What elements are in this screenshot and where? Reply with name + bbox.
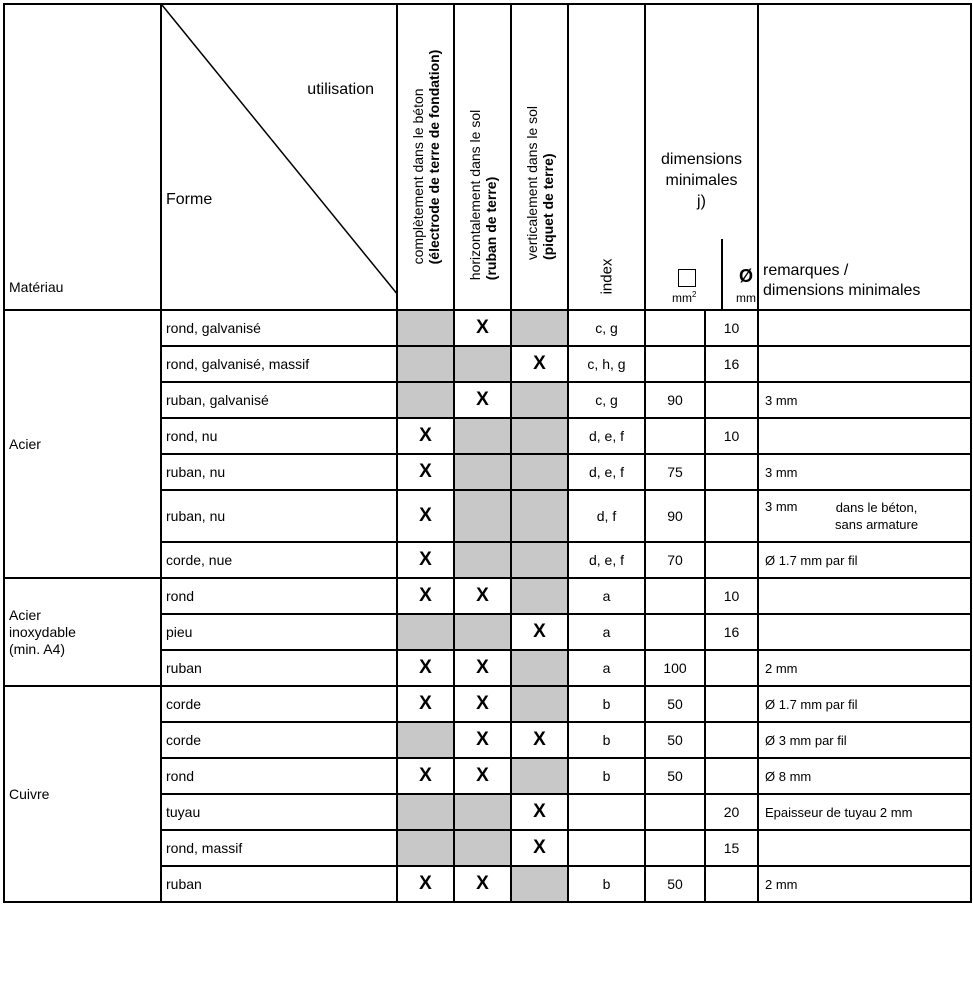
- cell-beton: X: [397, 866, 454, 902]
- cell-forme: tuyau: [161, 794, 397, 830]
- cell-horiz: X: [454, 866, 511, 902]
- cell-index: d, e, f: [568, 542, 645, 578]
- cell-horiz: [454, 830, 511, 866]
- cell-area: 50: [645, 758, 705, 794]
- cell-forme: pieu: [161, 614, 397, 650]
- header-vert-line1: verticalement dans le sol: [523, 105, 540, 261]
- table-body: [4, 310, 971, 902]
- cell-area: [645, 578, 705, 614]
- cell-diameter: [705, 382, 758, 418]
- cell-beton: X: [397, 490, 454, 542]
- cell-horiz: X: [454, 758, 511, 794]
- header-utilisation: utilisation: [307, 81, 374, 98]
- cell-area: [645, 418, 705, 454]
- cell-diameter: [705, 686, 758, 722]
- header-horiz-line2: (ruban de terre): [482, 176, 499, 281]
- cell-area: 100: [645, 650, 705, 686]
- cell-index: a: [568, 578, 645, 614]
- cell-diameter: 16: [705, 346, 758, 382]
- header-beton-line2: (électrode de terre de fondation): [425, 49, 442, 265]
- header-col-beton: [397, 4, 454, 310]
- cell-vert: [511, 542, 568, 578]
- cell-remarque: [758, 346, 971, 382]
- cell-forme: rond, galvanisé: [161, 310, 397, 346]
- cell-vert: [511, 686, 568, 722]
- cell-remarque: Epaisseur de tuyau 2 mm: [758, 794, 971, 830]
- cell-forme: corde: [161, 686, 397, 722]
- cell-diameter: 15: [705, 830, 758, 866]
- material-table-sheet: [3, 3, 972, 903]
- cell-diameter: [705, 758, 758, 794]
- cell-remarque: Ø 1.7 mm par fil: [758, 542, 971, 578]
- cell-remarque: [758, 578, 971, 614]
- cell-beton: [397, 614, 454, 650]
- cell-forme: ruban, nu: [161, 454, 397, 490]
- material-acier: Acier: [4, 310, 161, 578]
- cell-vert: X: [511, 794, 568, 830]
- square-section-icon: [678, 269, 696, 287]
- cell-index: b: [568, 866, 645, 902]
- cell-forme: ruban, nu: [161, 490, 397, 542]
- cell-remarque: [758, 490, 971, 542]
- cell-vert: [511, 866, 568, 902]
- header-dimensions-line1: dimensions: [661, 151, 742, 168]
- cell-horiz: X: [454, 686, 511, 722]
- cell-vert: [511, 650, 568, 686]
- header-index-label: index: [598, 258, 615, 295]
- cell-beton: X: [397, 454, 454, 490]
- header-remarques: remarques / dimensions minimales: [758, 4, 971, 310]
- cell-vert: [511, 454, 568, 490]
- cell-forme: corde: [161, 722, 397, 758]
- cell-beton: [397, 382, 454, 418]
- cell-area: 90: [645, 490, 705, 542]
- cell-index: d, e, f: [568, 454, 645, 490]
- earthing-material-table: [3, 3, 972, 903]
- cell-vert: [511, 418, 568, 454]
- header-index: [568, 4, 645, 310]
- cell-remarque: Ø 3 mm par fil: [758, 722, 971, 758]
- cell-index: b: [568, 758, 645, 794]
- cell-area: [645, 794, 705, 830]
- cell-diameter: 16: [705, 614, 758, 650]
- remarque-thickness: 3 mm: [765, 499, 798, 514]
- header-materiau: Matériau: [4, 4, 161, 310]
- cell-remarque: 2 mm: [758, 650, 971, 686]
- cell-beton: X: [397, 418, 454, 454]
- cell-horiz: X: [454, 310, 511, 346]
- header-dimensions-note: j): [697, 193, 706, 210]
- cell-vert: [511, 310, 568, 346]
- cell-forme: rond: [161, 758, 397, 794]
- header-beton-line1: complètement dans le béton: [409, 88, 426, 265]
- diameter-icon: Ø: [739, 266, 754, 286]
- remarque-note-line1: dans le béton,: [835, 500, 918, 515]
- cell-vert: X: [511, 830, 568, 866]
- table-row: [4, 310, 971, 346]
- cell-forme: ruban: [161, 866, 397, 902]
- cell-beton: X: [397, 758, 454, 794]
- header-unit-mm: mm: [736, 291, 756, 305]
- cell-area: [645, 346, 705, 382]
- cell-remarque: [758, 310, 971, 346]
- cell-diameter: [705, 490, 758, 542]
- cell-horiz: [454, 614, 511, 650]
- cell-beton: [397, 794, 454, 830]
- cell-forme: ruban, galvanisé: [161, 382, 397, 418]
- cell-area: 70: [645, 542, 705, 578]
- cell-remarque: Ø 1.7 mm par fil: [758, 686, 971, 722]
- cell-beton: [397, 722, 454, 758]
- cell-remarque: 3 mm: [758, 382, 971, 418]
- cell-forme: ruban: [161, 650, 397, 686]
- header-forme: Forme: [166, 191, 213, 208]
- cell-diameter: 10: [705, 418, 758, 454]
- cell-index: c, g: [568, 310, 645, 346]
- cell-horiz: [454, 418, 511, 454]
- cell-horiz: X: [454, 722, 511, 758]
- cell-diameter: 20: [705, 794, 758, 830]
- header-col-horiz: [454, 4, 511, 310]
- cell-forme: corde, nue: [161, 542, 397, 578]
- cell-horiz: [454, 454, 511, 490]
- cell-beton: [397, 310, 454, 346]
- cell-remarque: [758, 614, 971, 650]
- cell-index: a: [568, 650, 645, 686]
- cell-remarque: 2 mm: [758, 866, 971, 902]
- cell-horiz: X: [454, 650, 511, 686]
- cell-horiz: [454, 346, 511, 382]
- cell-vert: [511, 578, 568, 614]
- cell-vert: X: [511, 614, 568, 650]
- cell-diameter: [705, 722, 758, 758]
- cell-forme: rond: [161, 578, 397, 614]
- cell-beton: X: [397, 686, 454, 722]
- cell-remarque: [758, 418, 971, 454]
- cell-remarque: 3 mm: [758, 454, 971, 490]
- cell-horiz: X: [454, 578, 511, 614]
- cell-area: 75: [645, 454, 705, 490]
- header-row: [4, 4, 971, 310]
- cell-horiz: X: [454, 382, 511, 418]
- cell-beton: [397, 346, 454, 382]
- cell-index: b: [568, 686, 645, 722]
- material-cuivre: Cuivre: [4, 686, 161, 902]
- table-row: [4, 686, 971, 722]
- cell-beton: X: [397, 578, 454, 614]
- cell-vert: [511, 758, 568, 794]
- cell-diameter: [705, 866, 758, 902]
- cell-index: [568, 830, 645, 866]
- header-unit-mm2: $mm^2$: [672, 290, 697, 305]
- diagonal-divider: [162, 5, 398, 295]
- cell-index: b: [568, 722, 645, 758]
- cell-beton: X: [397, 650, 454, 686]
- table-row: [4, 578, 971, 614]
- cell-index: d, f: [568, 490, 645, 542]
- cell-beton: [397, 830, 454, 866]
- cell-remarque: Ø 8 mm: [758, 758, 971, 794]
- cell-index: c, h, g: [568, 346, 645, 382]
- cell-area: 50: [645, 866, 705, 902]
- remarque-note-line2: sans armature: [835, 517, 919, 532]
- cell-remarque: [758, 830, 971, 866]
- cell-forme: rond, galvanisé, massif: [161, 346, 397, 382]
- header-dimensions-line2: minimales: [665, 172, 738, 189]
- cell-index: [568, 794, 645, 830]
- cell-index: d, e, f: [568, 418, 645, 454]
- cell-vert: X: [511, 722, 568, 758]
- cell-index: c, g: [568, 382, 645, 418]
- header-col-vert: [511, 4, 568, 310]
- cell-area: [645, 310, 705, 346]
- cell-vert: [511, 382, 568, 418]
- cell-index: a: [568, 614, 645, 650]
- cell-forme: rond, nu: [161, 418, 397, 454]
- cell-horiz: [454, 794, 511, 830]
- cell-diameter: [705, 650, 758, 686]
- cell-area: [645, 830, 705, 866]
- cell-horiz: [454, 542, 511, 578]
- material-acier-inox: Acier inoxydable (min. A4): [4, 578, 161, 686]
- cell-vert: [511, 490, 568, 542]
- header-dimensions: [645, 4, 758, 310]
- cell-area: 50: [645, 686, 705, 722]
- cell-area: [645, 614, 705, 650]
- cell-beton: X: [397, 542, 454, 578]
- cell-diameter: 10: [705, 578, 758, 614]
- cell-diameter: [705, 542, 758, 578]
- cell-vert: X: [511, 346, 568, 382]
- cell-diameter: [705, 454, 758, 490]
- cell-area: 90: [645, 382, 705, 418]
- cell-area: 50: [645, 722, 705, 758]
- header-horiz-line1: horizontalement dans le sol: [466, 109, 483, 281]
- header-forme-utilisation: [161, 4, 397, 310]
- cell-horiz: [454, 490, 511, 542]
- cell-diameter: 10: [705, 310, 758, 346]
- header-vert-line2: (piquet de terre): [539, 153, 556, 261]
- cell-forme: rond, massif: [161, 830, 397, 866]
